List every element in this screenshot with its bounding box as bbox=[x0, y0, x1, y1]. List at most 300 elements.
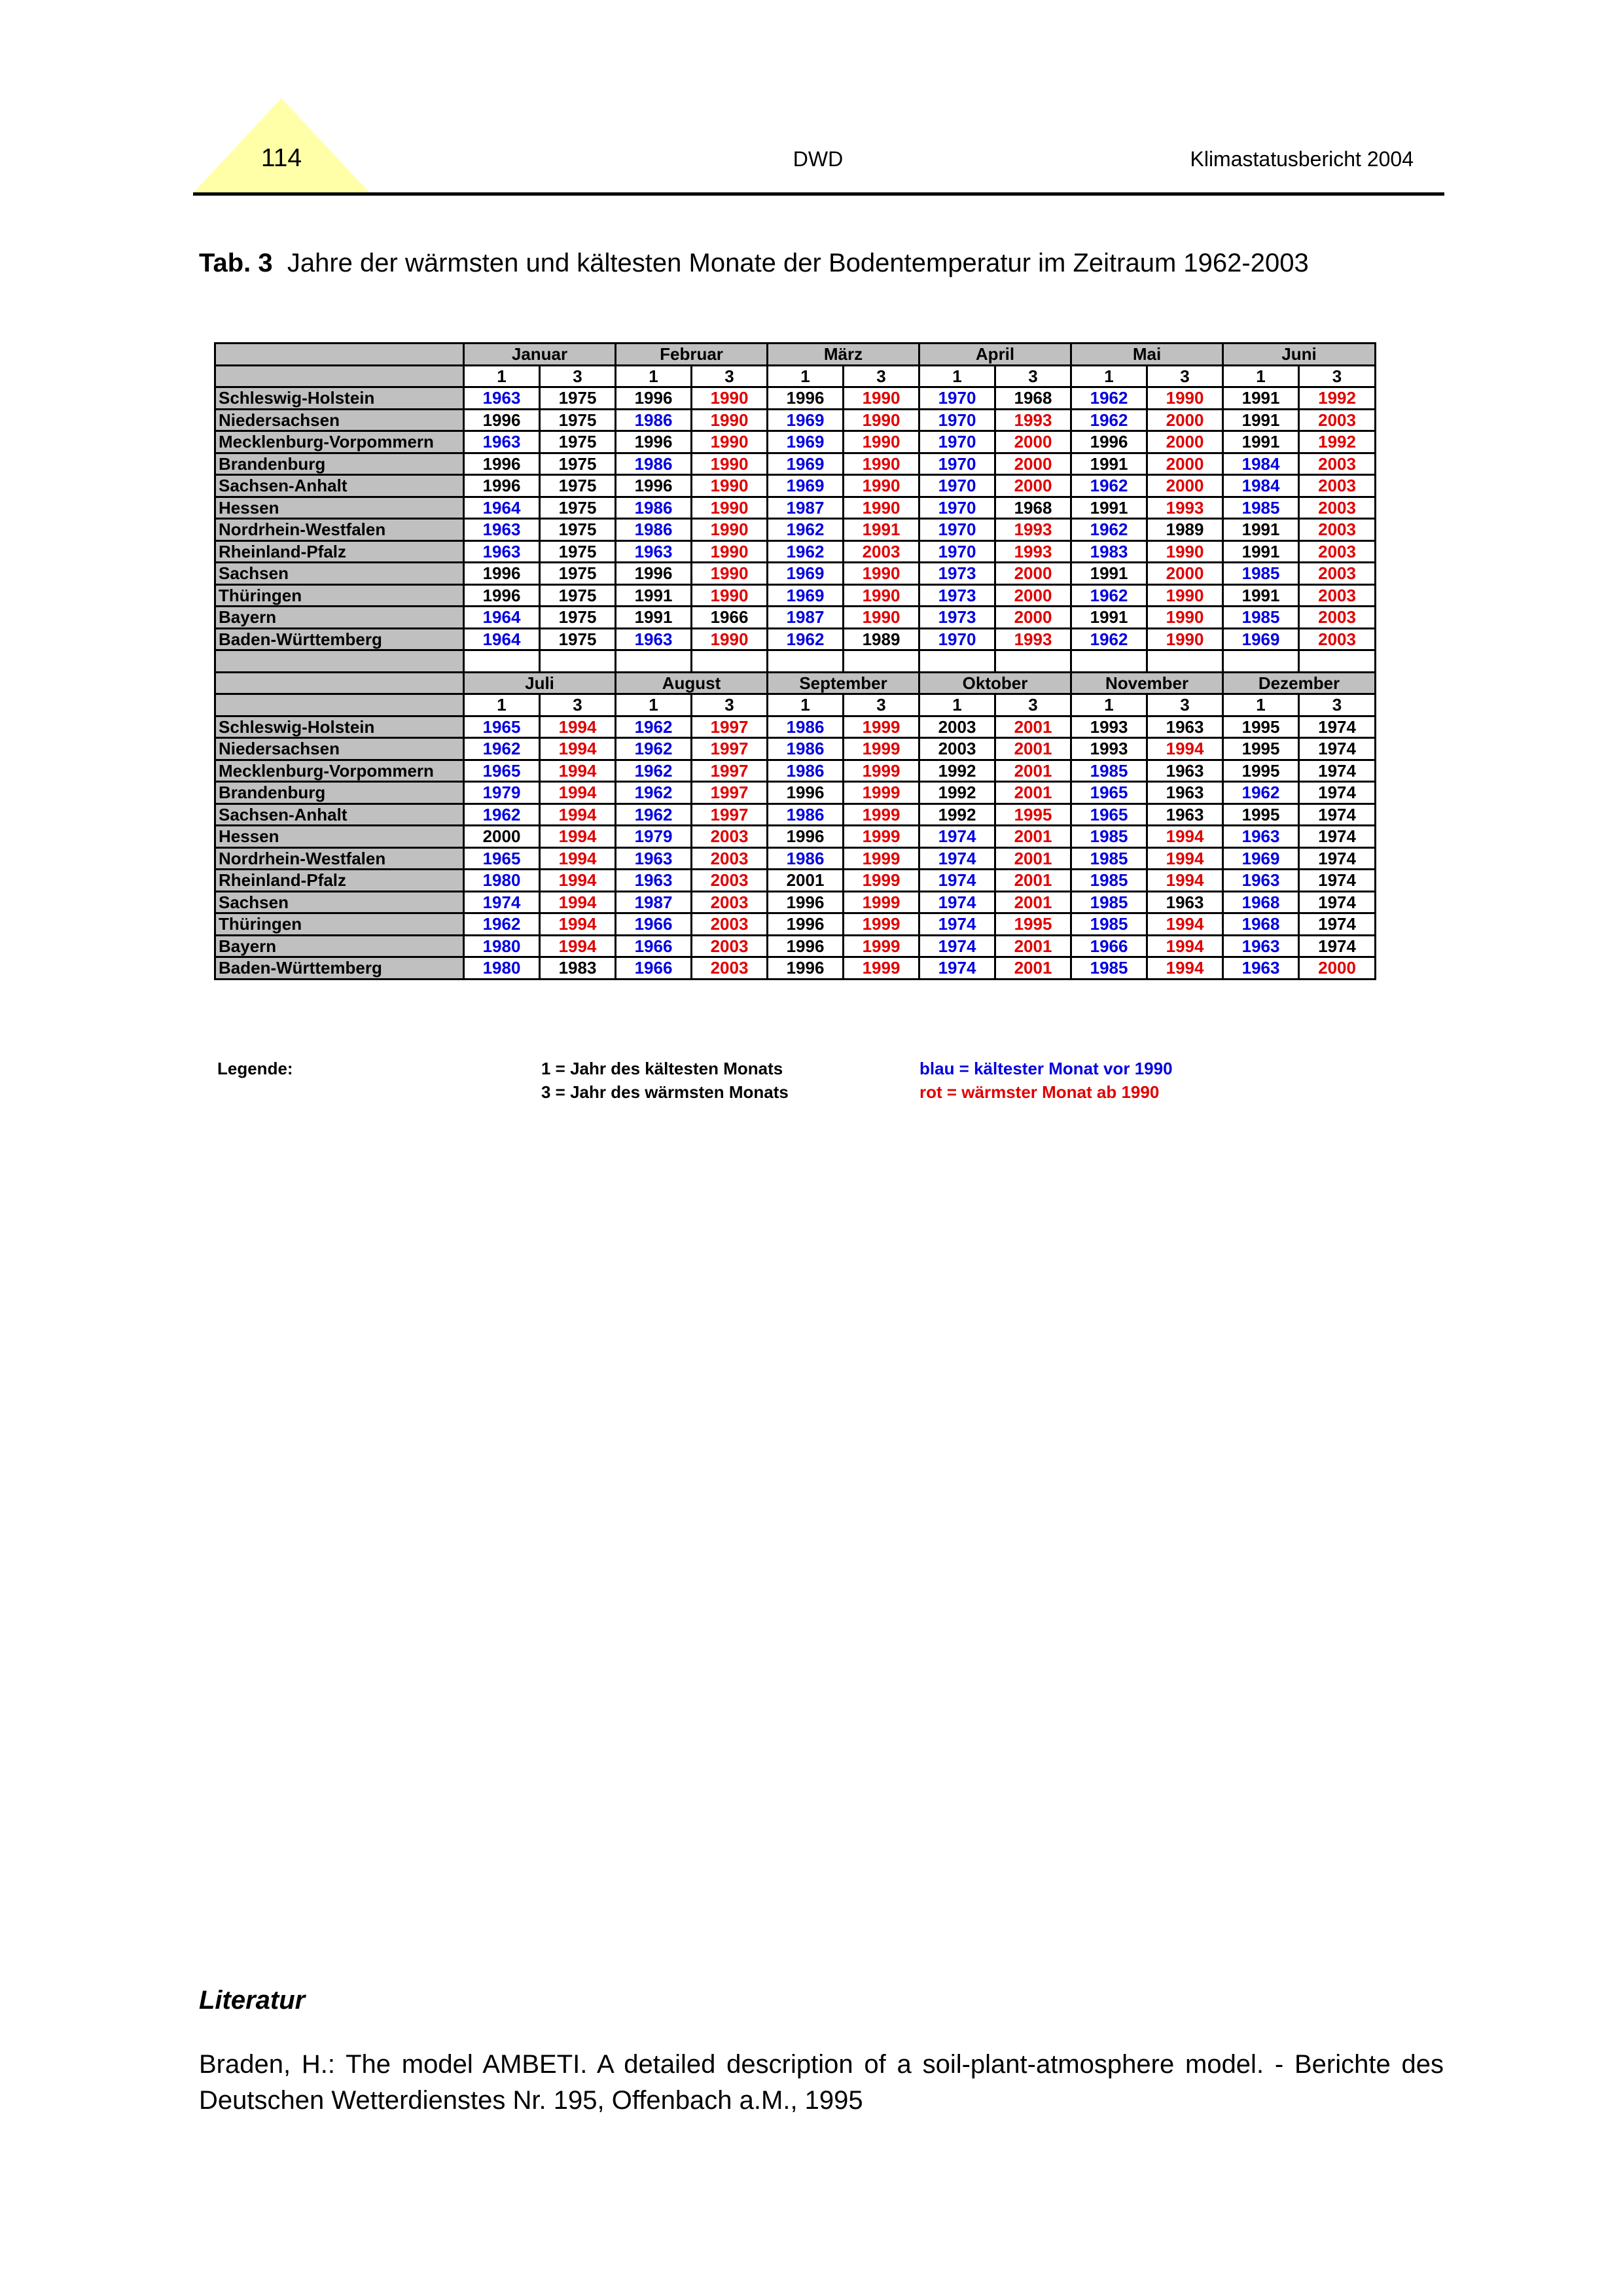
year-cell: 1963 bbox=[464, 540, 540, 563]
year-cell: 1990 bbox=[1147, 540, 1223, 563]
year-cell: 1968 bbox=[1223, 891, 1299, 913]
year-cell: 2001 bbox=[995, 716, 1071, 738]
year-cell: 2001 bbox=[995, 870, 1071, 892]
year-cell: 1991 bbox=[1223, 519, 1299, 541]
year-cell: 1987 bbox=[768, 607, 844, 629]
literature-reference: Braden, H.: The model AMBETI. A detailed description of a soil-plant-atmosphere model. - Berichte des Deutschen Wetterdienstes Nr. 195, Offenbach a.M., 1995 bbox=[199, 2050, 1444, 2115]
year-cell: 2003 bbox=[692, 870, 768, 892]
year-cell: 1992 bbox=[919, 760, 995, 782]
year-cell: 1962 bbox=[1223, 782, 1299, 804]
month-header: Mai bbox=[1071, 344, 1223, 366]
spacer-cell bbox=[692, 650, 768, 673]
year-cell: 1962 bbox=[1071, 519, 1147, 541]
year-cell: 1975 bbox=[540, 497, 616, 519]
year-cell: 1985 bbox=[1071, 760, 1147, 782]
year-cell: 1974 bbox=[919, 870, 995, 892]
year-cell: 1996 bbox=[464, 475, 540, 497]
year-cell: 1968 bbox=[995, 387, 1071, 410]
year-cell: 1990 bbox=[692, 628, 768, 650]
year-cell: 1991 bbox=[1071, 497, 1147, 519]
subheader-row bbox=[215, 694, 1376, 716]
year-cell: 1994 bbox=[540, 804, 616, 826]
subheader-cell: 1 bbox=[768, 694, 844, 716]
year-cell: 1999 bbox=[844, 826, 919, 848]
year-cell: 1985 bbox=[1071, 870, 1147, 892]
subheader-cell: 3 bbox=[1147, 365, 1223, 387]
year-cell: 1994 bbox=[1147, 870, 1223, 892]
year-cell: 1996 bbox=[616, 387, 692, 410]
year-cell: 1994 bbox=[540, 782, 616, 804]
year-cell: 1986 bbox=[768, 738, 844, 760]
year-cell: 1985 bbox=[1223, 497, 1299, 519]
subheader-cell: 3 bbox=[692, 694, 768, 716]
year-cell: 1962 bbox=[1071, 628, 1147, 650]
year-cell: 2003 bbox=[692, 826, 768, 848]
year-cell: 1973 bbox=[919, 607, 995, 629]
year-cell: 1975 bbox=[540, 409, 616, 431]
year-cell: 1996 bbox=[768, 387, 844, 410]
year-cell: 1999 bbox=[844, 935, 919, 957]
spacer-cell bbox=[215, 650, 464, 673]
year-cell: 2000 bbox=[995, 453, 1071, 475]
year-cell: 2003 bbox=[1299, 497, 1376, 519]
region-label: Thüringen bbox=[215, 913, 464, 936]
year-cell: 1966 bbox=[1071, 935, 1147, 957]
year-cell: 1993 bbox=[995, 519, 1071, 541]
year-cell: 1992 bbox=[919, 782, 995, 804]
table-row bbox=[215, 870, 1376, 892]
year-cell: 1974 bbox=[1299, 891, 1376, 913]
year-cell: 1999 bbox=[844, 957, 919, 980]
year-cell: 1995 bbox=[1223, 738, 1299, 760]
year-cell: 2001 bbox=[995, 738, 1071, 760]
year-cell: 1991 bbox=[616, 607, 692, 629]
year-cell: 1999 bbox=[844, 716, 919, 738]
year-cell: 1991 bbox=[1223, 584, 1299, 607]
year-cell: 1997 bbox=[692, 716, 768, 738]
region-label: Niedersachsen bbox=[215, 738, 464, 760]
year-cell: 1990 bbox=[1147, 628, 1223, 650]
year-cell: 1999 bbox=[844, 891, 919, 913]
year-cell: 1990 bbox=[692, 563, 768, 585]
region-label: Brandenburg bbox=[215, 782, 464, 804]
year-cell: 1987 bbox=[768, 497, 844, 519]
region-label: Hessen bbox=[215, 497, 464, 519]
subheader-cell: 3 bbox=[692, 365, 768, 387]
year-cell: 1974 bbox=[919, 891, 995, 913]
spacer-row bbox=[215, 650, 1376, 673]
year-cell: 1986 bbox=[768, 847, 844, 870]
year-cell: 1980 bbox=[464, 870, 540, 892]
year-cell: 2001 bbox=[995, 782, 1071, 804]
year-cell: 1963 bbox=[464, 431, 540, 453]
month-header: Juni bbox=[1223, 344, 1376, 366]
corner-cell bbox=[215, 672, 464, 694]
year-cell: 2003 bbox=[1299, 409, 1376, 431]
subheader-cell: 1 bbox=[616, 365, 692, 387]
year-cell: 2001 bbox=[995, 826, 1071, 848]
subheader-cell: 1 bbox=[616, 694, 692, 716]
year-cell: 1975 bbox=[540, 540, 616, 563]
region-label: Bayern bbox=[215, 607, 464, 629]
year-cell: 1962 bbox=[768, 540, 844, 563]
year-cell: 1980 bbox=[464, 957, 540, 980]
table-row bbox=[215, 519, 1376, 541]
year-cell: 1962 bbox=[768, 628, 844, 650]
month-header: September bbox=[768, 672, 919, 694]
soil-temperature-extremes-table bbox=[214, 342, 1376, 980]
year-cell: 1985 bbox=[1223, 563, 1299, 585]
legend-line-warmest: 3 = Jahr des wärmsten Monats bbox=[541, 1082, 789, 1102]
table-row bbox=[215, 738, 1376, 760]
year-cell: 1992 bbox=[1299, 431, 1376, 453]
year-cell: 2000 bbox=[1147, 563, 1223, 585]
year-cell: 1965 bbox=[1071, 782, 1147, 804]
year-cell: 1962 bbox=[1071, 409, 1147, 431]
year-cell: 1974 bbox=[1299, 738, 1376, 760]
table-row bbox=[215, 453, 1376, 475]
year-cell: 1963 bbox=[1223, 870, 1299, 892]
year-cell: 2000 bbox=[1147, 409, 1223, 431]
year-cell: 1996 bbox=[616, 563, 692, 585]
year-cell: 1994 bbox=[540, 760, 616, 782]
year-cell: 1962 bbox=[464, 913, 540, 936]
year-cell: 1986 bbox=[616, 519, 692, 541]
year-cell: 1965 bbox=[1071, 804, 1147, 826]
region-label: Bayern bbox=[215, 935, 464, 957]
table-row bbox=[215, 628, 1376, 650]
year-cell: 1989 bbox=[1147, 519, 1223, 541]
subheader-cell: 1 bbox=[1223, 694, 1299, 716]
year-cell: 1962 bbox=[464, 804, 540, 826]
year-cell: 1965 bbox=[464, 847, 540, 870]
year-cell: 1974 bbox=[1299, 826, 1376, 848]
year-cell: 1975 bbox=[540, 453, 616, 475]
year-cell: 1994 bbox=[1147, 826, 1223, 848]
table-caption-label: Tab. 3 bbox=[199, 249, 273, 277]
region-label: Nordrhein-Westfalen bbox=[215, 847, 464, 870]
year-cell: 1990 bbox=[1147, 387, 1223, 410]
region-label: Rheinland-Pfalz bbox=[215, 540, 464, 563]
year-cell: 1966 bbox=[616, 913, 692, 936]
table-row bbox=[215, 716, 1376, 738]
year-cell: 1994 bbox=[540, 870, 616, 892]
year-cell: 1964 bbox=[464, 497, 540, 519]
subheader-cell: 3 bbox=[844, 365, 919, 387]
year-cell: 2003 bbox=[1299, 453, 1376, 475]
header-publisher: DWD bbox=[793, 147, 844, 171]
year-cell: 2000 bbox=[995, 563, 1071, 585]
subheader-cell: 1 bbox=[1223, 365, 1299, 387]
year-cell: 2003 bbox=[919, 738, 995, 760]
month-header: April bbox=[919, 344, 1071, 366]
legend-blue-meaning: blau = kältester Monat vor 1990 bbox=[919, 1059, 1173, 1078]
table-row bbox=[215, 584, 1376, 607]
subheader-cell: 3 bbox=[1147, 694, 1223, 716]
year-cell: 1993 bbox=[995, 409, 1071, 431]
year-cell: 2001 bbox=[995, 935, 1071, 957]
year-cell: 1970 bbox=[919, 628, 995, 650]
year-cell: 1997 bbox=[692, 782, 768, 804]
region-label: Sachsen-Anhalt bbox=[215, 804, 464, 826]
year-cell: 1996 bbox=[464, 584, 540, 607]
spacer-cell bbox=[919, 650, 995, 673]
spacer-cell bbox=[1147, 650, 1223, 673]
literature-heading: Literatur bbox=[199, 1986, 306, 2015]
region-label: Niedersachsen bbox=[215, 409, 464, 431]
year-cell: 1969 bbox=[1223, 847, 1299, 870]
year-cell: 2003 bbox=[1299, 540, 1376, 563]
year-cell: 1968 bbox=[1223, 913, 1299, 936]
year-cell: 1991 bbox=[1223, 409, 1299, 431]
year-cell: 1996 bbox=[1071, 431, 1147, 453]
year-cell: 1990 bbox=[692, 540, 768, 563]
year-cell: 2001 bbox=[768, 870, 844, 892]
year-cell: 1983 bbox=[540, 957, 616, 980]
year-cell: 1975 bbox=[540, 519, 616, 541]
year-cell: 1963 bbox=[1147, 891, 1223, 913]
year-cell: 1963 bbox=[464, 519, 540, 541]
table-row bbox=[215, 913, 1376, 936]
table-row bbox=[215, 431, 1376, 453]
year-cell: 1970 bbox=[919, 431, 995, 453]
year-cell: 1985 bbox=[1071, 913, 1147, 936]
year-cell: 1974 bbox=[919, 847, 995, 870]
table-row bbox=[215, 957, 1376, 980]
year-cell: 1992 bbox=[1299, 387, 1376, 410]
year-cell: 2000 bbox=[995, 584, 1071, 607]
year-cell: 2003 bbox=[1299, 628, 1376, 650]
year-cell: 1970 bbox=[919, 387, 995, 410]
table-caption-text: Jahre der wärmsten und kältesten Monate der Bodentemperatur im Zeitraum 1962-2003 bbox=[287, 249, 1309, 277]
year-cell: 1999 bbox=[844, 804, 919, 826]
year-cell: 1996 bbox=[464, 409, 540, 431]
year-cell: 1994 bbox=[540, 738, 616, 760]
year-cell: 1975 bbox=[540, 387, 616, 410]
year-cell: 1999 bbox=[844, 870, 919, 892]
year-cell: 1993 bbox=[1071, 716, 1147, 738]
year-cell: 2001 bbox=[995, 957, 1071, 980]
year-cell: 2001 bbox=[995, 760, 1071, 782]
year-cell: 2003 bbox=[692, 847, 768, 870]
year-cell: 1970 bbox=[919, 497, 995, 519]
year-cell: 1975 bbox=[540, 584, 616, 607]
table-caption bbox=[199, 249, 1309, 278]
region-label: Hessen bbox=[215, 826, 464, 848]
legend-line-coldest: 1 = Jahr des kältesten Monats bbox=[541, 1059, 783, 1078]
year-cell: 1990 bbox=[844, 431, 919, 453]
year-cell: 1974 bbox=[1299, 847, 1376, 870]
year-cell: 1990 bbox=[692, 519, 768, 541]
region-label: Baden-Württemberg bbox=[215, 957, 464, 980]
year-cell: 1985 bbox=[1223, 607, 1299, 629]
year-cell: 1975 bbox=[540, 607, 616, 629]
year-cell: 2003 bbox=[692, 891, 768, 913]
year-cell: 1986 bbox=[768, 804, 844, 826]
region-label: Rheinland-Pfalz bbox=[215, 870, 464, 892]
year-cell: 1963 bbox=[1223, 826, 1299, 848]
year-cell: 1963 bbox=[1147, 804, 1223, 826]
year-cell: 1993 bbox=[995, 540, 1071, 563]
spacer-cell bbox=[464, 650, 540, 673]
month-header: Februar bbox=[616, 344, 768, 366]
subheader-cell: 3 bbox=[540, 694, 616, 716]
region-label: Baden-Württemberg bbox=[215, 628, 464, 650]
table-row bbox=[215, 826, 1376, 848]
year-cell: 1963 bbox=[1223, 957, 1299, 980]
year-cell: 1991 bbox=[1071, 563, 1147, 585]
year-cell: 1991 bbox=[1223, 540, 1299, 563]
year-cell: 1970 bbox=[919, 453, 995, 475]
region-label: Sachsen-Anhalt bbox=[215, 475, 464, 497]
year-cell: 1974 bbox=[464, 891, 540, 913]
year-cell: 1991 bbox=[1223, 431, 1299, 453]
year-cell: 1995 bbox=[1223, 716, 1299, 738]
year-cell: 1962 bbox=[768, 519, 844, 541]
year-cell: 1996 bbox=[768, 935, 844, 957]
year-cell: 1969 bbox=[768, 409, 844, 431]
year-cell: 1985 bbox=[1071, 826, 1147, 848]
month-header: November bbox=[1071, 672, 1223, 694]
year-cell: 1993 bbox=[1071, 738, 1147, 760]
year-cell: 1962 bbox=[1071, 475, 1147, 497]
year-cell: 1994 bbox=[540, 826, 616, 848]
year-cell: 1985 bbox=[1071, 847, 1147, 870]
year-cell: 1997 bbox=[692, 760, 768, 782]
year-cell: 1994 bbox=[1147, 913, 1223, 936]
region-label: Thüringen bbox=[215, 584, 464, 607]
year-cell: 1975 bbox=[540, 628, 616, 650]
year-cell: 1995 bbox=[995, 804, 1071, 826]
subheader-cell: 1 bbox=[768, 365, 844, 387]
year-cell: 1969 bbox=[768, 475, 844, 497]
year-cell: 1991 bbox=[1071, 453, 1147, 475]
spacer-cell bbox=[995, 650, 1071, 673]
year-cell: 1964 bbox=[464, 628, 540, 650]
year-cell: 1974 bbox=[1299, 782, 1376, 804]
year-cell: 1990 bbox=[844, 387, 919, 410]
year-cell: 2000 bbox=[995, 475, 1071, 497]
year-cell: 1994 bbox=[540, 716, 616, 738]
year-cell: 1991 bbox=[616, 584, 692, 607]
region-label: Schleswig-Holstein bbox=[215, 716, 464, 738]
year-cell: 1996 bbox=[768, 826, 844, 848]
region-label: Sachsen bbox=[215, 891, 464, 913]
subheader-cell: 3 bbox=[1299, 365, 1376, 387]
year-cell: 1965 bbox=[464, 760, 540, 782]
region-label: Sachsen bbox=[215, 563, 464, 585]
year-cell: 1990 bbox=[692, 584, 768, 607]
table-row bbox=[215, 935, 1376, 957]
subheader-cell: 3 bbox=[995, 365, 1071, 387]
year-cell: 1962 bbox=[1071, 584, 1147, 607]
year-cell: 1963 bbox=[616, 540, 692, 563]
year-cell: 1989 bbox=[844, 628, 919, 650]
month-header: Oktober bbox=[919, 672, 1071, 694]
table-row bbox=[215, 540, 1376, 563]
year-cell: 1994 bbox=[1147, 957, 1223, 980]
year-cell: 1991 bbox=[1071, 607, 1147, 629]
year-cell: 1990 bbox=[844, 497, 919, 519]
spacer-cell bbox=[768, 650, 844, 673]
year-cell: 1994 bbox=[540, 847, 616, 870]
header-report-title: Klimastatusbericht 2004 bbox=[1190, 147, 1414, 171]
year-cell: 1963 bbox=[616, 628, 692, 650]
corner-cell bbox=[215, 694, 464, 716]
table-row bbox=[215, 847, 1376, 870]
year-cell: 2003 bbox=[1299, 563, 1376, 585]
spacer-cell bbox=[844, 650, 919, 673]
table-row bbox=[215, 387, 1376, 410]
year-cell: 1962 bbox=[616, 804, 692, 826]
year-cell: 2003 bbox=[919, 716, 995, 738]
year-cell: 1990 bbox=[692, 409, 768, 431]
subheader-cell: 3 bbox=[995, 694, 1071, 716]
table-row bbox=[215, 891, 1376, 913]
year-cell: 1973 bbox=[919, 563, 995, 585]
region-label: Mecklenburg-Vorpommern bbox=[215, 431, 464, 453]
year-cell: 1994 bbox=[540, 913, 616, 936]
year-cell: 1975 bbox=[540, 563, 616, 585]
year-cell: 1990 bbox=[692, 475, 768, 497]
year-cell: 1996 bbox=[768, 891, 844, 913]
year-cell: 1996 bbox=[464, 563, 540, 585]
year-cell: 1963 bbox=[616, 847, 692, 870]
month-header: Dezember bbox=[1223, 672, 1376, 694]
year-cell: 2003 bbox=[1299, 475, 1376, 497]
year-cell: 1990 bbox=[692, 497, 768, 519]
year-cell: 1990 bbox=[1147, 584, 1223, 607]
year-cell: 1994 bbox=[1147, 935, 1223, 957]
year-cell: 1984 bbox=[1223, 453, 1299, 475]
year-cell: 1969 bbox=[768, 563, 844, 585]
year-cell: 2000 bbox=[995, 431, 1071, 453]
table-row bbox=[215, 760, 1376, 782]
year-cell: 2003 bbox=[1299, 607, 1376, 629]
table-body bbox=[215, 344, 1376, 980]
year-cell: 1984 bbox=[1223, 475, 1299, 497]
year-cell: 2003 bbox=[1299, 584, 1376, 607]
table-row bbox=[215, 475, 1376, 497]
legend-label: Legende: bbox=[217, 1059, 293, 1078]
year-cell: 1963 bbox=[616, 870, 692, 892]
subheader-cell: 3 bbox=[844, 694, 919, 716]
year-cell: 1996 bbox=[768, 782, 844, 804]
year-cell: 1996 bbox=[616, 431, 692, 453]
year-cell: 1996 bbox=[768, 913, 844, 936]
year-cell: 2000 bbox=[995, 607, 1071, 629]
year-cell: 2000 bbox=[1299, 957, 1376, 980]
year-cell: 1969 bbox=[768, 584, 844, 607]
year-cell: 1969 bbox=[768, 431, 844, 453]
subheader-cell: 1 bbox=[1071, 365, 1147, 387]
year-cell: 1979 bbox=[464, 782, 540, 804]
year-cell: 1999 bbox=[844, 913, 919, 936]
year-cell: 1962 bbox=[616, 738, 692, 760]
year-cell: 1999 bbox=[844, 782, 919, 804]
region-label: Schleswig-Holstein bbox=[215, 387, 464, 410]
year-cell: 1975 bbox=[540, 431, 616, 453]
year-cell: 1986 bbox=[616, 453, 692, 475]
subheader-cell: 1 bbox=[464, 365, 540, 387]
year-cell: 1990 bbox=[844, 409, 919, 431]
year-cell: 1970 bbox=[919, 519, 995, 541]
year-cell: 1997 bbox=[692, 738, 768, 760]
year-cell: 1962 bbox=[616, 760, 692, 782]
year-cell: 1999 bbox=[844, 847, 919, 870]
year-cell: 1962 bbox=[464, 738, 540, 760]
spacer-cell bbox=[1071, 650, 1147, 673]
